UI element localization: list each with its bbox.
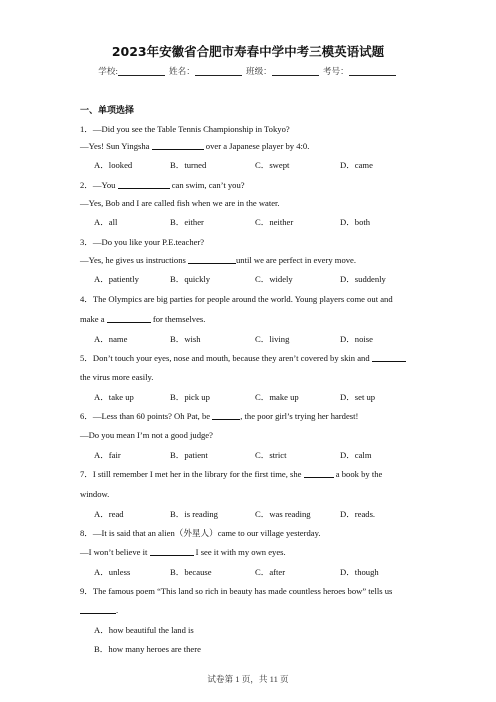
name-label: 姓名： bbox=[169, 66, 195, 76]
question-2-line2: —Yes, Bob and I are called fish when we are in the water. bbox=[80, 198, 280, 208]
section-heading: 一、单项选择 bbox=[80, 106, 135, 116]
option-d[interactable]: D．suddenly bbox=[340, 274, 386, 284]
page-footer: 试卷第 1 页，共 11 页 bbox=[207, 674, 289, 684]
question-1-stem: 1．—Did you see the Table Tennis Championship in Tokyo? bbox=[80, 124, 290, 134]
school-label: 学校: bbox=[98, 66, 118, 76]
question-5-stem: 5．Don’t touch your eyes, nose and mouth, because they aren’t covered by skin and bbox=[80, 352, 406, 364]
class-label: 班级： bbox=[245, 66, 272, 76]
student-info-line bbox=[0, 65, 496, 77]
question-7-line2: window. bbox=[80, 489, 110, 499]
option-d[interactable]: D．calm bbox=[340, 450, 372, 460]
name-blank[interactable] bbox=[195, 66, 242, 76]
school-blank[interactable] bbox=[118, 66, 165, 76]
option-a[interactable]: A．fair bbox=[94, 450, 121, 460]
number-label: 考号： bbox=[322, 66, 349, 76]
question-9-stem: 9．The famous poem “This land so rich in beauty has made countless heroes bow” tells us bbox=[80, 586, 393, 596]
option-c[interactable]: C．widely bbox=[255, 274, 293, 284]
option-a[interactable]: A．all bbox=[94, 217, 118, 227]
option-b[interactable]: B．quickly bbox=[170, 274, 211, 284]
question-9-option-b[interactable]: B．how many heroes are there bbox=[94, 644, 201, 654]
option-c[interactable]: C．make up bbox=[255, 392, 299, 402]
number-blank[interactable] bbox=[349, 66, 396, 76]
option-a[interactable]: A．read bbox=[94, 509, 124, 519]
question-7-stem: 7．I still remember I met her in the library for the first time, she a book by the bbox=[80, 469, 383, 479]
page-title: 2023年安徽省合肥市寿春中学中考三模英语试题 bbox=[111, 44, 385, 59]
question-9-option-a[interactable]: A．how beautiful the land is bbox=[94, 625, 194, 635]
option-b[interactable]: B．because bbox=[170, 567, 212, 577]
option-c[interactable]: C．neither bbox=[255, 217, 294, 227]
option-a[interactable]: A．unless bbox=[94, 567, 131, 577]
question-8-stem: 8．—It is said that an alien（外星人）came to our village yesterday. bbox=[80, 528, 321, 538]
question-4-line2: make a for themselves. bbox=[80, 314, 206, 324]
option-b[interactable]: B．patient bbox=[170, 450, 208, 460]
question-9-line2: . bbox=[80, 605, 118, 615]
class-blank[interactable] bbox=[272, 66, 319, 76]
option-c[interactable]: C．strict bbox=[255, 450, 287, 460]
option-c[interactable]: C．was reading bbox=[255, 509, 311, 519]
option-d[interactable]: D．both bbox=[340, 217, 371, 227]
question-3-line2: —Yes, he gives us instructions until we are perfect in every move. bbox=[80, 255, 357, 265]
option-b[interactable]: B．pick up bbox=[170, 392, 210, 402]
question-6-stem: 6．—Less than 60 points? Oh Pat, be , the poor girl’s trying her hardest! bbox=[80, 411, 359, 421]
question-1-line2: —Yes! Sun Yingsha over a Japanese player by 4:0. bbox=[80, 141, 310, 151]
option-a[interactable]: A．patiently bbox=[94, 274, 139, 284]
option-a[interactable]: A．looked bbox=[94, 160, 133, 170]
option-c[interactable]: C．living bbox=[255, 334, 290, 344]
option-b[interactable]: B．wish bbox=[170, 334, 201, 344]
option-d[interactable]: D．reads. bbox=[340, 509, 376, 519]
question-6-line2: —Do you mean I’m not a good judge? bbox=[80, 430, 213, 440]
question-5-line2: the virus more easily. bbox=[80, 372, 154, 382]
option-b[interactable]: B．turned bbox=[170, 160, 207, 170]
question-2-stem: 2．—You can swim, can’t you? bbox=[80, 180, 245, 190]
option-d[interactable]: D．noise bbox=[340, 334, 373, 344]
option-c[interactable]: C．swept bbox=[255, 160, 290, 170]
question-8-line2: —I won’t believe it I see it with my own eyes. bbox=[80, 547, 286, 557]
option-a[interactable]: A．name bbox=[94, 334, 128, 344]
option-d[interactable]: D．came bbox=[340, 160, 373, 170]
option-d[interactable]: D．though bbox=[340, 567, 379, 577]
question-4-stem: 4．The Olympics are big parties for people around the world. Young players come out and bbox=[80, 294, 393, 304]
option-b[interactable]: B．is reading bbox=[170, 509, 218, 519]
option-a[interactable]: A．take up bbox=[94, 392, 134, 402]
option-b[interactable]: B．either bbox=[170, 217, 204, 227]
option-c[interactable]: C．after bbox=[255, 567, 286, 577]
option-d[interactable]: D．set up bbox=[340, 392, 376, 402]
question-3-stem: 3．—Do you like your P.E.teacher? bbox=[80, 237, 205, 247]
